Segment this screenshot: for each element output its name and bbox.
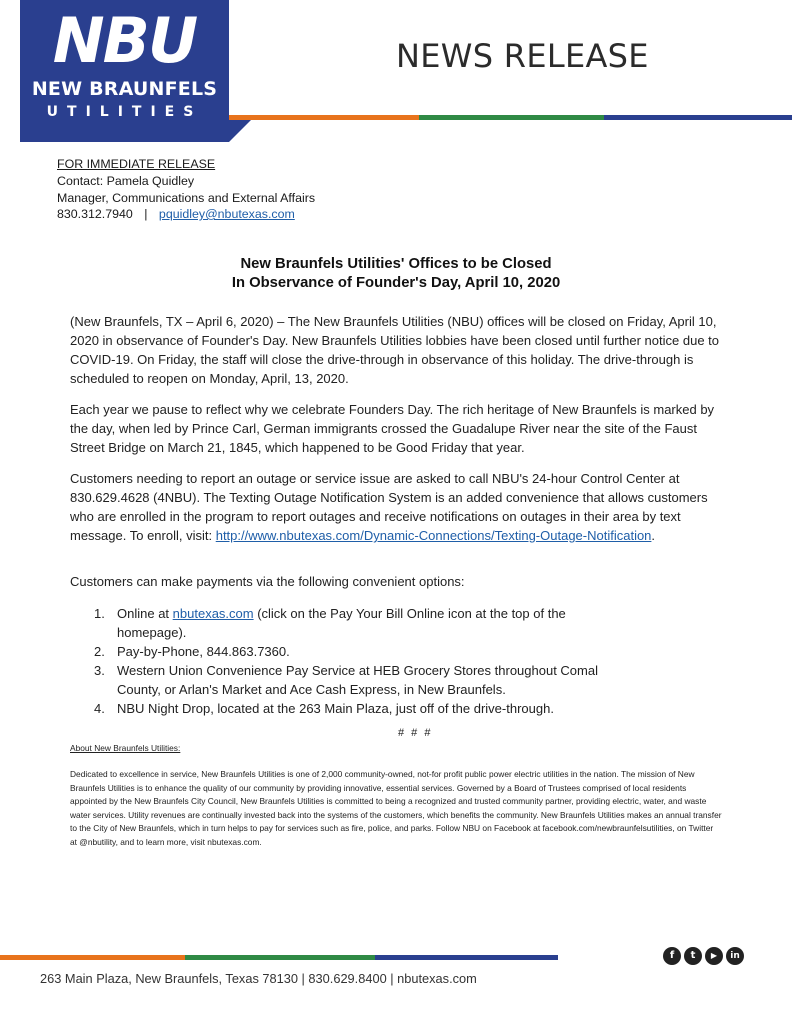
body-paragraph-4: Customers can make payments via the following convenient options: bbox=[70, 574, 465, 589]
facebook-icon[interactable]: f bbox=[663, 947, 681, 965]
list-item-text-tail: (click on the Pay Your Bill Online icon at the top of the homepage). bbox=[117, 606, 566, 640]
list-number: 3. bbox=[94, 663, 105, 678]
list-number: 2. bbox=[94, 644, 105, 659]
release-label: FOR IMMEDIATE RELEASE bbox=[57, 157, 216, 171]
logo-mark: NBU bbox=[52, 4, 197, 77]
contact-line bbox=[57, 206, 295, 223]
contact-phone: 830.312.7940 bbox=[57, 207, 133, 221]
body-paragraph-3 bbox=[70, 469, 720, 545]
header-bar-blue bbox=[604, 115, 792, 120]
body-paragraph-2: Each year we pause to reflect why we celebrate Founders Day. The rich heritage of New Braunfels is marked by the day, when led by Prince Carl, German immigrants crossed the Guadalupe River near the site of the Faust Street Bridge on March 21, 1845, which happened to be Good Friday that year. bbox=[70, 402, 715, 455]
list-item bbox=[70, 604, 630, 642]
footer-bar-green bbox=[185, 955, 375, 960]
linkedin-icon[interactable]: in bbox=[726, 947, 744, 965]
nbu-logo bbox=[20, 0, 229, 142]
list-number: 1. bbox=[94, 606, 105, 621]
footer-bar-blue bbox=[375, 955, 558, 960]
headline-line-1: New Braunfels Utilities' Offices to be Closed bbox=[240, 256, 552, 272]
headline bbox=[0, 255, 792, 293]
list-item bbox=[70, 661, 630, 699]
texting-outage-link[interactable]: http://www.nbutexas.com/Dynamic-Connections/Texting-Outage-Notification bbox=[215, 528, 652, 543]
list-number: 4. bbox=[94, 701, 105, 716]
payment-options-list bbox=[70, 604, 630, 718]
youtube-icon[interactable]: ▶ bbox=[705, 947, 723, 965]
end-mark: # # # bbox=[398, 727, 433, 739]
body-paragraph-3-end: . bbox=[651, 528, 656, 543]
header-bar-green bbox=[419, 115, 604, 120]
contact-role: Manager, Communications and External Affairs bbox=[57, 191, 316, 205]
list-item-text: Pay-by-Phone, 844.863.7360. bbox=[117, 644, 290, 659]
list-item-text: Western Union Convenience Pay Service at HEB Grocery Stores throughout Comal County, or Arlan's Market and Ace Cash Express, in New Braunfels. bbox=[117, 663, 598, 697]
list-item-text: Online at bbox=[117, 606, 173, 621]
list-item bbox=[70, 699, 630, 718]
logo-name: NEW BRAUNFELS bbox=[31, 78, 218, 100]
about-body: Dedicated to excellence in service, New Braunfels Utilities is one of 2,000 community-owned, not-for profit public power electric utilities in the nation. The mission of New Braunfels Utilities is to enhance the quality of our community by providing innovative, essential services. Governed by a Board of Trustees comprised of local residents appointed by the New Braunfels City Council, New Braunfels Utilities is committed to being a recognized and trusted community partner, providing electric, water, and waste water services. Utility revenues are continually invested back into the systems of the customers, which benefits the community. New Braunfels Utilities makes an annual transfer to the City of New Braunfels, which in turn helps to pay for services such as fire, police, and parks. Follow NBU on Facebook at facebook.com/newbraunfelsutilities, on Twitter at @nbutility, and to learn more, visit nbutexas.com. bbox=[70, 769, 722, 847]
contact-person: Contact: Pamela Quidley bbox=[57, 174, 195, 188]
body-paragraph-3-text: Customers needing to report an outage or service issue are asked to call NBU's 24-hour Control Center at 830.629.4628 (4NBU). The Texting Outage Notification System is an added convenience that allows customers who are enrolled in the program to report outages and receive notifications on outages in their area by text message. To enroll, visit: bbox=[70, 471, 708, 543]
logo-subname: UTILITIES bbox=[46, 104, 203, 120]
footer-address: 263 Main Plaza, New Braunfels, Texas 78130 | 830.629.8400 | nbutexas.com bbox=[40, 971, 477, 986]
contact-email-link[interactable]: pquidley@nbutexas.com bbox=[158, 207, 295, 221]
twitter-icon[interactable]: t bbox=[684, 947, 702, 965]
header-bar-orange bbox=[229, 115, 419, 120]
body-paragraph-1: (New Braunfels, TX – April 6, 2020) – The New Braunfels Utilities (NBU) offices will be closed on Friday, April 10, 2020 in observance of Founder's Day. New Braunfels Utilities lobbies have been closed until further notice due to COVID-19. On Friday, the staff will close the drive-through in observance of this holiday. The drive-through is scheduled to reopen on Monday, April, 13, 2020. bbox=[70, 314, 720, 386]
headline-line-2: In Observance of Founder's Day, April 10, 2020 bbox=[231, 275, 561, 291]
list-item bbox=[70, 642, 630, 661]
footer-bar-orange bbox=[0, 955, 185, 960]
page-title: NEWS RELEASE bbox=[396, 37, 649, 75]
logo-fold-decoration bbox=[229, 118, 253, 142]
nbutexas-link[interactable]: nbutexas.com bbox=[172, 606, 254, 621]
list-item-text: NBU Night Drop, located at the 263 Main Plaza, just off of the drive-through. bbox=[117, 701, 554, 716]
contact-separator: | bbox=[144, 207, 148, 221]
about-title: About New Braunfels Utilities: bbox=[70, 743, 181, 753]
